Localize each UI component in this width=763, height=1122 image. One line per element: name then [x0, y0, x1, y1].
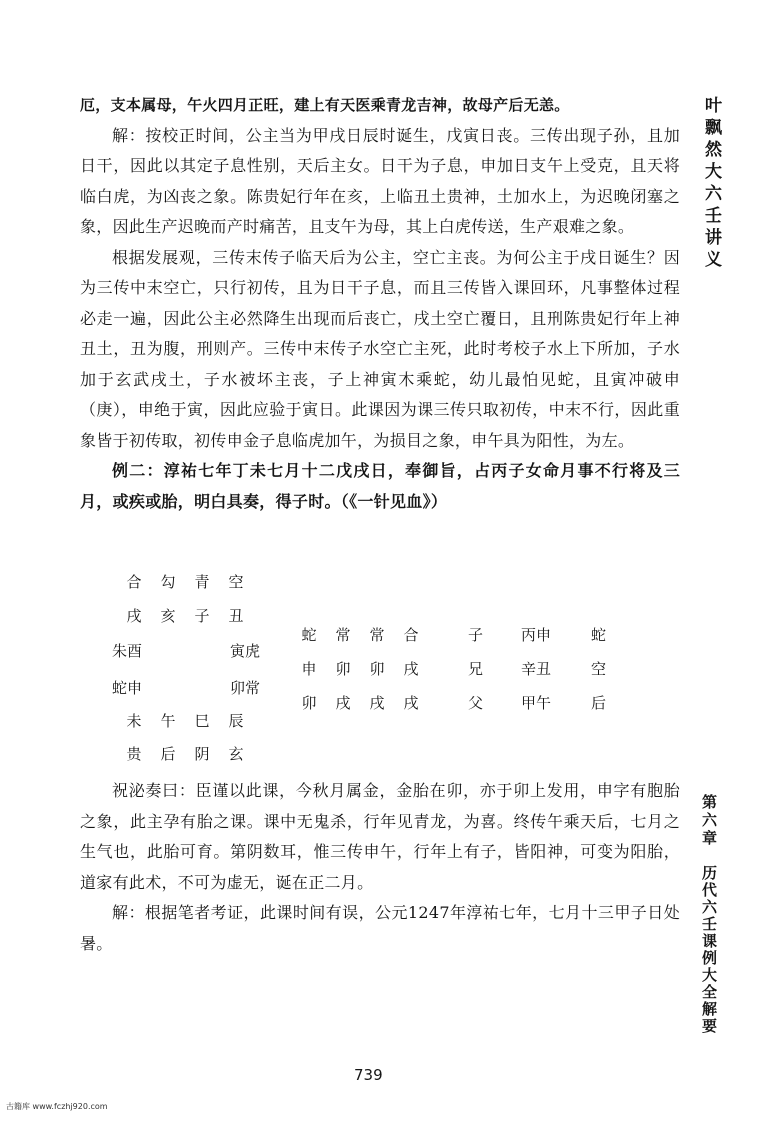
page-number: 739 [354, 1066, 383, 1084]
chart-glyph: 丑 [228, 607, 244, 625]
chart-glyph: 子 [194, 607, 210, 625]
chart-right-lower: 卯常 [230, 679, 261, 697]
chuan-kin-3: 父 [468, 694, 484, 712]
chart-glyph: 常 [369, 626, 385, 644]
chuan-jiang-3: 后 [591, 694, 607, 712]
chart-glyph: 空 [228, 573, 244, 591]
chart-right-upper: 寅虎 [230, 642, 261, 660]
chart-glyph: 后 [160, 745, 176, 763]
chart-left-lower: 蛇申 [112, 679, 143, 697]
chart-glyph: 卯 [301, 694, 317, 712]
chart-glyph: 青 [194, 573, 210, 591]
chart-left-upper: 朱酉 [112, 642, 143, 660]
chart-glyph: 合 [403, 626, 419, 644]
si-ke-row-1 [292, 624, 428, 645]
chart-glyph: 午 [160, 712, 176, 730]
chart-glyph: 戌 [126, 607, 142, 625]
explanation-paragraph-2: 根据发展观，三传末传子临天后为公主，空亡主丧。为何公主于戌日诞生？因为三传中末空亡，只行初传，且为日干子息，而且三传皆入课回环，凡事整体过程必走一遍，因此公主必然降生出现而后丧亡，戌土空亡覆日，且刑陈贵妃行年上神丑土，丑为腹，刑则产。三传中末传子水空亡主死，此时考校子水上下所加，子水加于玄武戌土，子水被坏主丧，子上神寅木乘蛇，幼儿最怕见蛇，且寅冲破申（庚），申绝于寅，因此应验于寅日。此课因为课三传只取初传，中末不行，因此重象皆于初传取，初传申金子息临虎加午，为损目之象，申午具为阳性，为左。 [80, 247, 680, 450]
chart-glyph: 申 [301, 660, 317, 678]
tian-pan-bottom-row [117, 743, 253, 764]
chart-glyph: 阴 [194, 745, 210, 763]
body-text-bottom [80, 776, 680, 959]
chuan-jiang-1: 蛇 [591, 626, 607, 644]
chart-glyph: 卯 [335, 660, 351, 678]
watermark-text: 古籍库 www.fczhj920.com [6, 1102, 108, 1111]
si-ke-row-2 [292, 658, 428, 679]
chart-glyph: 未 [126, 712, 142, 730]
chuan-kin-2: 兄 [468, 660, 484, 678]
explanation-paragraph-1: 解：按校正时间，公主当为甲戌日辰时诞生，戊寅日丧。三传出现子孙，且加日干，因此以其定子息性别，天后主女。日干为子息，申加日支午上受克，且天将临白虎，为凶丧之象。陈贵妃行年在亥，上临丑土贵神，土加水上，为迟晚闭塞之象，因此生产迟晚而产时痛苦，且支午为母，其上白虎传送，生产艰难之象。 [80, 125, 680, 236]
chart-glyph: 卯 [369, 660, 385, 678]
chart-glyph: 戌 [369, 694, 385, 712]
chart-glyph: 辰 [228, 712, 244, 730]
chuan-zhi-2: 辛丑 [521, 660, 552, 678]
body-text-top [80, 90, 680, 517]
di-pan-top-row [117, 605, 253, 626]
chart-glyph: 常 [335, 626, 351, 644]
chart-glyph: 玄 [228, 745, 244, 763]
chart-glyph: 戌 [403, 660, 419, 678]
chart-glyph: 戌 [335, 694, 351, 712]
chuan-zhi-3: 甲午 [521, 694, 552, 712]
chart-glyph: 贵 [126, 745, 142, 763]
chart-glyph: 亥 [160, 607, 176, 625]
chuan-zhi-1: 丙申 [521, 626, 552, 644]
chuan-jiang-2: 空 [591, 660, 607, 678]
example-title: 例二：淳祐七年丁未七月十二戊戌日，奉御旨，占丙子女命月事不行将及三月，或疾或胎，明白具奏，得子时。（《一针见血》） [80, 461, 680, 511]
author-note-paragraph: 解：根据笔者考证，此课时间有误，公元1247年淳祐七年，七月十三甲子日处暑。 [80, 903, 680, 953]
chart-glyph: 勾 [160, 573, 176, 591]
si-ke-row-3 [292, 692, 428, 713]
side-chapter-name: 历代六壬课例大全解要 [700, 865, 718, 1035]
tian-pan-top-row [117, 571, 253, 592]
chart-glyph: 蛇 [301, 626, 317, 644]
side-book-title: 叶飘然大六壬讲义 [701, 96, 721, 272]
continued-line: 厄，支本属母，午火四月正旺，建上有天医乘青龙吉神，故母产后无恙。 [80, 96, 570, 114]
di-pan-bottom-row [117, 710, 253, 731]
chart-glyph: 戌 [403, 694, 419, 712]
chart-glyph: 巳 [194, 712, 210, 730]
memorial-paragraph: 祝泌奏曰：臣谨以此课，今秋月属金，金胎在卯，亦于卯上发用，申字有胞胎之象，此主孕有胎之课。课中无鬼杀，行年见青龙，为喜。终传午乘天后，七月之生气也，此胎可育。第阴数耳，惟三传申午，行年上有子，皆阳神，可变为阳胎，道家有此术，不可为虚无，诞在正二月。 [80, 781, 680, 892]
chart-glyph: 合 [126, 573, 142, 591]
chuan-kin-1: 子 [468, 626, 484, 644]
side-chapter-label: 第六章 [700, 794, 718, 848]
